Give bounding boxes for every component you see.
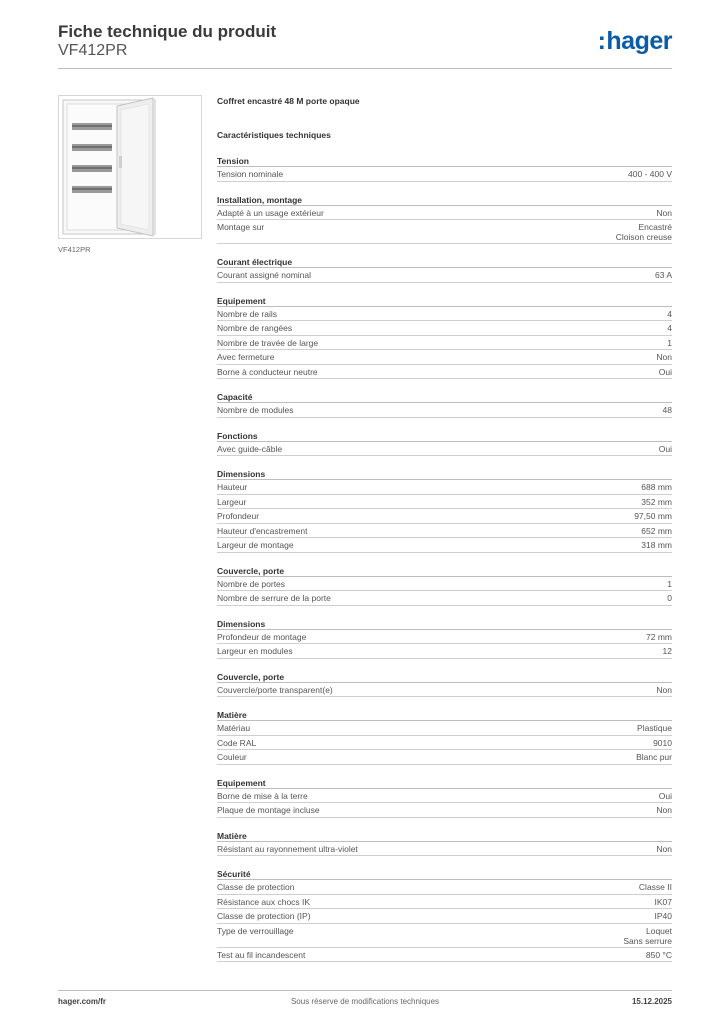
spec-row xyxy=(217,909,672,924)
spec-value xyxy=(656,844,672,855)
spec-value xyxy=(641,482,672,493)
spec-value-line: Encastré xyxy=(638,222,672,232)
spec-value-line: 97,50 mm xyxy=(634,511,672,521)
spec-label: Avec fermeture xyxy=(217,352,275,362)
spec-value-line: Non xyxy=(656,207,672,218)
spec-section xyxy=(217,618,672,659)
spec-row xyxy=(217,591,672,606)
spec-section xyxy=(217,155,672,182)
spec-label: Plaque de montage incluse xyxy=(217,805,320,815)
spec-value xyxy=(636,752,672,763)
section-title: Courant électrique xyxy=(217,256,672,268)
section-title: Dimensions xyxy=(217,618,672,630)
spec-value-line: Plastique xyxy=(637,723,672,733)
page-header xyxy=(58,22,672,70)
enclosure-illustration xyxy=(59,96,201,238)
spec-value-line: Oui xyxy=(658,443,672,454)
spec-section xyxy=(217,868,672,962)
spec-row xyxy=(217,403,672,418)
spec-value-line: 0 xyxy=(667,593,672,603)
spec-label: Profondeur de montage xyxy=(217,631,307,642)
spec-label: Couleur xyxy=(217,752,247,762)
spec-row xyxy=(217,577,672,592)
spec-row xyxy=(217,895,672,910)
spec-value-line: 400 - 400 V xyxy=(628,169,672,179)
spec-value xyxy=(659,444,672,455)
spec-label: Profondeur xyxy=(217,511,260,521)
spec-label: Code RAL xyxy=(217,737,257,748)
section-title: Sécurité xyxy=(217,868,672,880)
spec-value-line: 4 xyxy=(667,308,672,319)
spec-section xyxy=(217,430,672,457)
spec-value xyxy=(646,632,672,643)
spec-section xyxy=(217,709,672,765)
spec-value-line: Sans serrure xyxy=(623,935,672,946)
spec-value xyxy=(656,685,672,696)
spec-section xyxy=(217,256,672,283)
spec-section xyxy=(217,194,672,245)
spec-label: Avec guide-câble xyxy=(217,443,283,454)
spec-value-line: Blanc pur xyxy=(636,752,672,762)
spec-label: Couvercle/porte transparent(e) xyxy=(217,684,333,695)
spec-value xyxy=(641,540,672,551)
spec-value-line: Non xyxy=(656,805,672,815)
spec-row xyxy=(217,206,672,221)
spec-value xyxy=(656,805,672,816)
spec-row xyxy=(217,495,672,510)
spec-row xyxy=(217,524,672,539)
logo-text: hager xyxy=(606,27,672,55)
product-image xyxy=(58,95,202,239)
section-title: Equipement xyxy=(217,777,672,789)
spec-row xyxy=(217,268,672,283)
spec-value xyxy=(667,593,672,604)
spec-row xyxy=(217,880,672,895)
spec-label: Nombre de portes xyxy=(217,578,286,589)
footer-website[interactable]: hager.com/fr xyxy=(58,997,107,1006)
section-title: Couvercle, porte xyxy=(217,565,672,577)
spec-label: Largeur de montage xyxy=(217,540,294,550)
spec-value xyxy=(641,526,672,537)
spec-section xyxy=(217,671,672,698)
spec-value-line: Cloison creuse xyxy=(615,232,672,242)
spec-value-line: 352 mm xyxy=(641,496,672,507)
spec-row xyxy=(217,509,672,524)
spec-label: Adapté à un usage extérieur xyxy=(217,207,324,218)
spec-label: Hauteur d'encastrement xyxy=(217,525,308,536)
section-title: Matière xyxy=(217,830,672,842)
spec-value-line: 12 xyxy=(662,646,672,656)
spec-value xyxy=(623,926,672,946)
spec-label: Nombre de rails xyxy=(217,308,277,319)
spec-row xyxy=(217,644,672,659)
spec-row xyxy=(217,789,672,804)
image-caption: VF412PR xyxy=(58,245,91,254)
spec-row xyxy=(217,721,672,736)
technical-content xyxy=(217,95,672,962)
spec-label: Nombre de travée de large xyxy=(217,337,319,348)
section-title: Matière xyxy=(217,709,672,721)
spec-row xyxy=(217,220,672,244)
spec-row xyxy=(217,750,672,765)
spec-row xyxy=(217,948,672,963)
spec-value xyxy=(663,405,672,416)
header-divider xyxy=(58,68,672,69)
spec-row xyxy=(217,480,672,495)
document-title: Fiche technique du produit xyxy=(58,22,277,41)
spec-label: Nombre de rangées xyxy=(217,323,293,333)
spec-label: Classe de protection xyxy=(217,882,295,892)
spec-row xyxy=(217,350,672,365)
product-reference: VF412PR xyxy=(58,42,128,59)
spec-row xyxy=(217,307,672,322)
spec-label: Test au fil incandescent xyxy=(217,949,306,960)
spec-section xyxy=(217,391,672,418)
spec-label: Nombre de modules xyxy=(217,405,294,415)
spec-section xyxy=(217,295,672,380)
spec-value-line: Non xyxy=(656,352,672,362)
spec-label: Borne de mise à la terre xyxy=(217,790,308,801)
spec-row xyxy=(217,167,672,182)
spec-value xyxy=(655,897,673,908)
spec-label: Matériau xyxy=(217,723,251,733)
spec-value xyxy=(653,738,672,749)
spec-value-line: Loquet xyxy=(646,925,672,936)
section-title: Couvercle, porte xyxy=(217,671,672,683)
spec-value-line: 652 mm xyxy=(641,525,672,536)
section-title: Dimensions xyxy=(217,468,672,480)
spec-value-line: IP40 xyxy=(654,911,672,921)
spec-value-line: 1 xyxy=(667,337,672,348)
hager-logo: :hager xyxy=(597,27,672,55)
spec-label: Tension nominale xyxy=(217,169,284,179)
product-name: Coffret encastré 48 M porte opaque xyxy=(217,96,360,106)
spec-row xyxy=(217,442,672,457)
spec-value-line: 9010 xyxy=(653,737,672,748)
spec-value xyxy=(616,222,672,242)
spec-value xyxy=(656,352,672,363)
spec-row xyxy=(217,630,672,645)
footer-disclaimer: Sous réserve de modifications techniques xyxy=(290,997,440,1006)
spec-row xyxy=(217,842,672,857)
spec-label: Nombre de serrure de la porte xyxy=(217,593,331,603)
spec-value xyxy=(656,208,672,219)
spec-row xyxy=(217,538,672,553)
spec-value-line: 72 mm xyxy=(646,631,672,642)
section-title: Fonctions xyxy=(217,430,672,442)
spec-value xyxy=(639,882,672,893)
spec-value xyxy=(637,723,672,734)
spec-value-line: Classe II xyxy=(638,882,672,892)
spec-label: Largeur en modules xyxy=(217,646,293,656)
section-title: Installation, montage xyxy=(217,194,672,206)
footer-divider xyxy=(58,990,672,991)
spec-row xyxy=(217,924,672,948)
spec-value-line: 48 xyxy=(662,405,672,415)
spec-value xyxy=(667,309,672,320)
spec-section xyxy=(217,565,672,606)
spec-value-line: 1 xyxy=(667,578,672,589)
spec-value-line: 688 mm xyxy=(641,482,672,492)
spec-row xyxy=(217,683,672,698)
spec-value xyxy=(667,323,672,334)
spec-label: Borne à conducteur neutre xyxy=(217,366,318,377)
spec-row xyxy=(217,365,672,380)
spec-section xyxy=(217,830,672,857)
spec-label: Hauteur xyxy=(217,482,248,492)
spec-row xyxy=(217,336,672,351)
section-title: Tension xyxy=(217,155,672,167)
spec-section xyxy=(217,777,672,818)
spec-value-line: 63 A xyxy=(654,270,672,280)
spec-value xyxy=(663,646,672,657)
spec-value xyxy=(659,367,672,378)
spec-value-line: Oui xyxy=(658,366,672,377)
spec-label: Montage sur xyxy=(217,222,265,232)
spec-value-line: 4 xyxy=(667,323,672,333)
spec-label: Largeur xyxy=(217,496,247,507)
spec-value xyxy=(641,497,672,508)
spec-label: Classe de protection (IP) xyxy=(217,911,311,921)
spec-value-line: Non xyxy=(656,684,672,695)
footer-date: 15.12.2025 xyxy=(631,997,672,1006)
spec-value-line: 318 mm xyxy=(641,540,672,550)
characteristics-title: Caractéristiques techniques xyxy=(217,130,331,140)
spec-value-line: Non xyxy=(656,843,672,854)
spec-row xyxy=(217,736,672,751)
spec-section xyxy=(217,468,672,553)
spec-value xyxy=(667,579,672,590)
spec-value-line: 850 °C xyxy=(645,949,672,960)
spec-value-line: Oui xyxy=(658,790,672,801)
characteristics-sections xyxy=(217,155,672,962)
spec-label: Type de verrouillage xyxy=(217,925,294,936)
spec-label: Résistance aux chocs IK xyxy=(217,896,311,907)
spec-value xyxy=(634,511,672,522)
spec-value xyxy=(628,169,672,180)
spec-value xyxy=(659,791,672,802)
spec-label: Résistant au rayonnement ultra-violet xyxy=(217,843,358,854)
section-title: Capacité xyxy=(217,391,672,403)
spec-value xyxy=(667,338,672,349)
spec-row xyxy=(217,321,672,336)
section-title: Equipement xyxy=(217,295,672,307)
spec-value xyxy=(655,911,673,922)
spec-row xyxy=(217,803,672,818)
spec-value-line: IK07 xyxy=(654,896,672,907)
spec-value xyxy=(655,270,672,281)
spec-label: Courant assigné nominal xyxy=(217,270,312,280)
spec-value xyxy=(646,950,672,961)
